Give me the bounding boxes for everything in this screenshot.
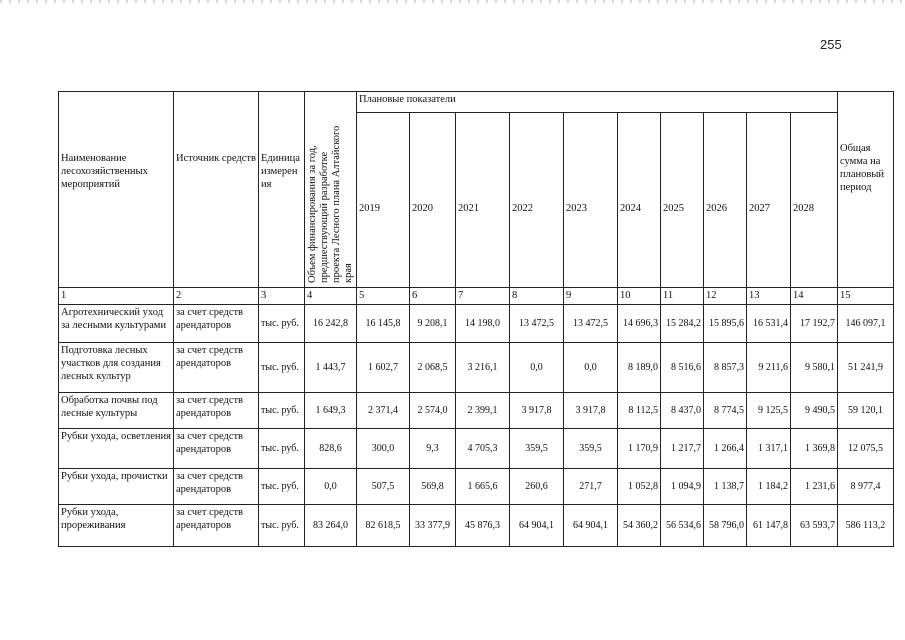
year-value: 1 317,1 (747, 429, 791, 469)
year-value: 2 574,0 (410, 393, 456, 429)
year-value: 33 377,9 (410, 505, 456, 547)
activity-name: Обработка почвы под лесные культуры (59, 393, 174, 429)
year-value: 1 665,6 (456, 469, 510, 505)
prior-funding-value: 16 242,8 (305, 305, 357, 343)
year-value: 3 917,8 (510, 393, 564, 429)
year-value: 2 399,1 (456, 393, 510, 429)
year-value: 61 147,8 (747, 505, 791, 547)
year-value: 16 145,8 (357, 305, 410, 343)
table-row (59, 305, 894, 343)
prior-funding-value: 83 264,0 (305, 505, 357, 547)
funding-source: за счет средств арендаторов (174, 505, 259, 547)
year-value: 1 052,8 (618, 469, 661, 505)
index-row (59, 288, 894, 305)
year-value: 3 216,1 (456, 343, 510, 393)
header-year: 2021 (456, 113, 510, 288)
column-index: 2 (174, 288, 259, 305)
year-value: 13 472,5 (510, 305, 564, 343)
year-value: 56 534,6 (661, 505, 704, 547)
prior-funding-value: 1 649,3 (305, 393, 357, 429)
table-row (59, 469, 894, 505)
total-value: 8 977,4 (838, 469, 894, 505)
funding-source: за счет средств арендаторов (174, 343, 259, 393)
column-index: 7 (456, 288, 510, 305)
year-value: 13 472,5 (564, 305, 618, 343)
table-body (59, 305, 894, 547)
table-row (59, 343, 894, 393)
year-value: 45 876,3 (456, 505, 510, 547)
year-value: 1 602,7 (357, 343, 410, 393)
year-value: 359,5 (510, 429, 564, 469)
year-value: 15 895,6 (704, 305, 747, 343)
activity-name: Подготовка лесных участков для создания лесных культур (59, 343, 174, 393)
header-year: 2024 (618, 113, 661, 288)
year-value: 54 360,2 (618, 505, 661, 547)
year-value: 82 618,5 (357, 505, 410, 547)
column-index: 8 (510, 288, 564, 305)
header-planned: Плановые показатели (357, 92, 838, 113)
year-value: 359,5 (564, 429, 618, 469)
column-index: 11 (661, 288, 704, 305)
year-value: 2 371,4 (357, 393, 410, 429)
activity-name: Агротехнический уход за лесными культурами (59, 305, 174, 343)
activity-name: Рубки ухода, прореживания (59, 505, 174, 547)
header-year: 2025 (661, 113, 704, 288)
total-value: 586 113,2 (838, 505, 894, 547)
column-index: 10 (618, 288, 661, 305)
year-value: 8 112,5 (618, 393, 661, 429)
header-row-1 (59, 92, 894, 113)
year-value: 64 904,1 (564, 505, 618, 547)
year-value: 1 170,9 (618, 429, 661, 469)
page-number: 255 (820, 37, 842, 52)
column-index: 12 (704, 288, 747, 305)
year-value: 64 904,1 (510, 505, 564, 547)
funding-source: за счет средств арендаторов (174, 305, 259, 343)
unit-cell: тыс. руб. (259, 429, 305, 469)
year-value: 8 774,5 (704, 393, 747, 429)
year-value: 17 192,7 (791, 305, 838, 343)
table-row (59, 429, 894, 469)
year-value: 14 696,3 (618, 305, 661, 343)
header-total: Общая сумма на плановый период (838, 92, 894, 288)
year-value: 9 125,5 (747, 393, 791, 429)
header-year: 2022 (510, 113, 564, 288)
year-value: 3 917,8 (564, 393, 618, 429)
column-index: 13 (747, 288, 791, 305)
column-index: 15 (838, 288, 894, 305)
year-value: 14 198,0 (456, 305, 510, 343)
year-value: 1 138,7 (704, 469, 747, 505)
total-value: 12 075,5 (838, 429, 894, 469)
total-value: 59 120,1 (838, 393, 894, 429)
column-index: 14 (791, 288, 838, 305)
year-value: 8 516,6 (661, 343, 704, 393)
year-value: 1 231,6 (791, 469, 838, 505)
header-year: 2028 (791, 113, 838, 288)
activity-name: Рубки ухода, осветления (59, 429, 174, 469)
year-value: 300,0 (357, 429, 410, 469)
year-value: 8 189,0 (618, 343, 661, 393)
year-value: 1 094,9 (661, 469, 704, 505)
funding-source: за счет средств арендаторов (174, 393, 259, 429)
year-value: 8 437,0 (661, 393, 704, 429)
total-value: 146 097,1 (838, 305, 894, 343)
scan-artifact (0, 0, 905, 3)
year-value: 9 208,1 (410, 305, 456, 343)
header-source: Источник средств (174, 92, 259, 288)
year-value: 9 490,5 (791, 393, 838, 429)
header-prior-funding (305, 92, 357, 288)
year-value: 4 705,3 (456, 429, 510, 469)
prior-funding-value: 1 443,7 (305, 343, 357, 393)
year-value: 9,3 (410, 429, 456, 469)
year-value: 9 211,6 (747, 343, 791, 393)
year-value: 15 284,2 (661, 305, 704, 343)
year-value: 0,0 (564, 343, 618, 393)
year-value: 1 184,2 (747, 469, 791, 505)
year-value: 8 857,3 (704, 343, 747, 393)
year-value: 0,0 (510, 343, 564, 393)
year-value: 271,7 (564, 469, 618, 505)
prior-funding-value: 0,0 (305, 469, 357, 505)
year-value: 260,6 (510, 469, 564, 505)
forestry-plan-table (58, 91, 894, 547)
column-index: 9 (564, 288, 618, 305)
header-year: 2019 (357, 113, 410, 288)
unit-cell: тыс. руб. (259, 343, 305, 393)
year-value: 1 266,4 (704, 429, 747, 469)
year-value: 1 369,8 (791, 429, 838, 469)
table-row (59, 505, 894, 547)
year-value: 16 531,4 (747, 305, 791, 343)
header-prior-funding-text: Объем финансирования за год, предшествующий разработке проекта Лесного плана Алтайского края (307, 125, 354, 283)
header-year: 2027 (747, 113, 791, 288)
prior-funding-value: 828,6 (305, 429, 357, 469)
column-index: 4 (305, 288, 357, 305)
year-value: 569,8 (410, 469, 456, 505)
column-index: 6 (410, 288, 456, 305)
unit-cell: тыс. руб. (259, 469, 305, 505)
unit-cell: тыс. руб. (259, 505, 305, 547)
year-value: 63 593,7 (791, 505, 838, 547)
total-value: 51 241,9 (838, 343, 894, 393)
header-year: 2026 (704, 113, 747, 288)
funding-source: за счет средств арендаторов (174, 429, 259, 469)
header-unit: Единица измерен ия (259, 92, 305, 288)
header-name: Наименование лесохозяйственных мероприятий (59, 92, 174, 288)
column-index: 5 (357, 288, 410, 305)
activity-name: Рубки ухода, прочистки (59, 469, 174, 505)
year-value: 58 796,0 (704, 505, 747, 547)
funding-source: за счет средств арендаторов (174, 469, 259, 505)
header-year: 2020 (410, 113, 456, 288)
column-index: 1 (59, 288, 174, 305)
column-index: 3 (259, 288, 305, 305)
year-value: 507,5 (357, 469, 410, 505)
year-value: 9 580,1 (791, 343, 838, 393)
year-value: 2 068,5 (410, 343, 456, 393)
header-year: 2023 (564, 113, 618, 288)
year-value: 1 217,7 (661, 429, 704, 469)
unit-cell: тыс. руб. (259, 305, 305, 343)
table-row (59, 393, 894, 429)
unit-cell: тыс. руб. (259, 393, 305, 429)
